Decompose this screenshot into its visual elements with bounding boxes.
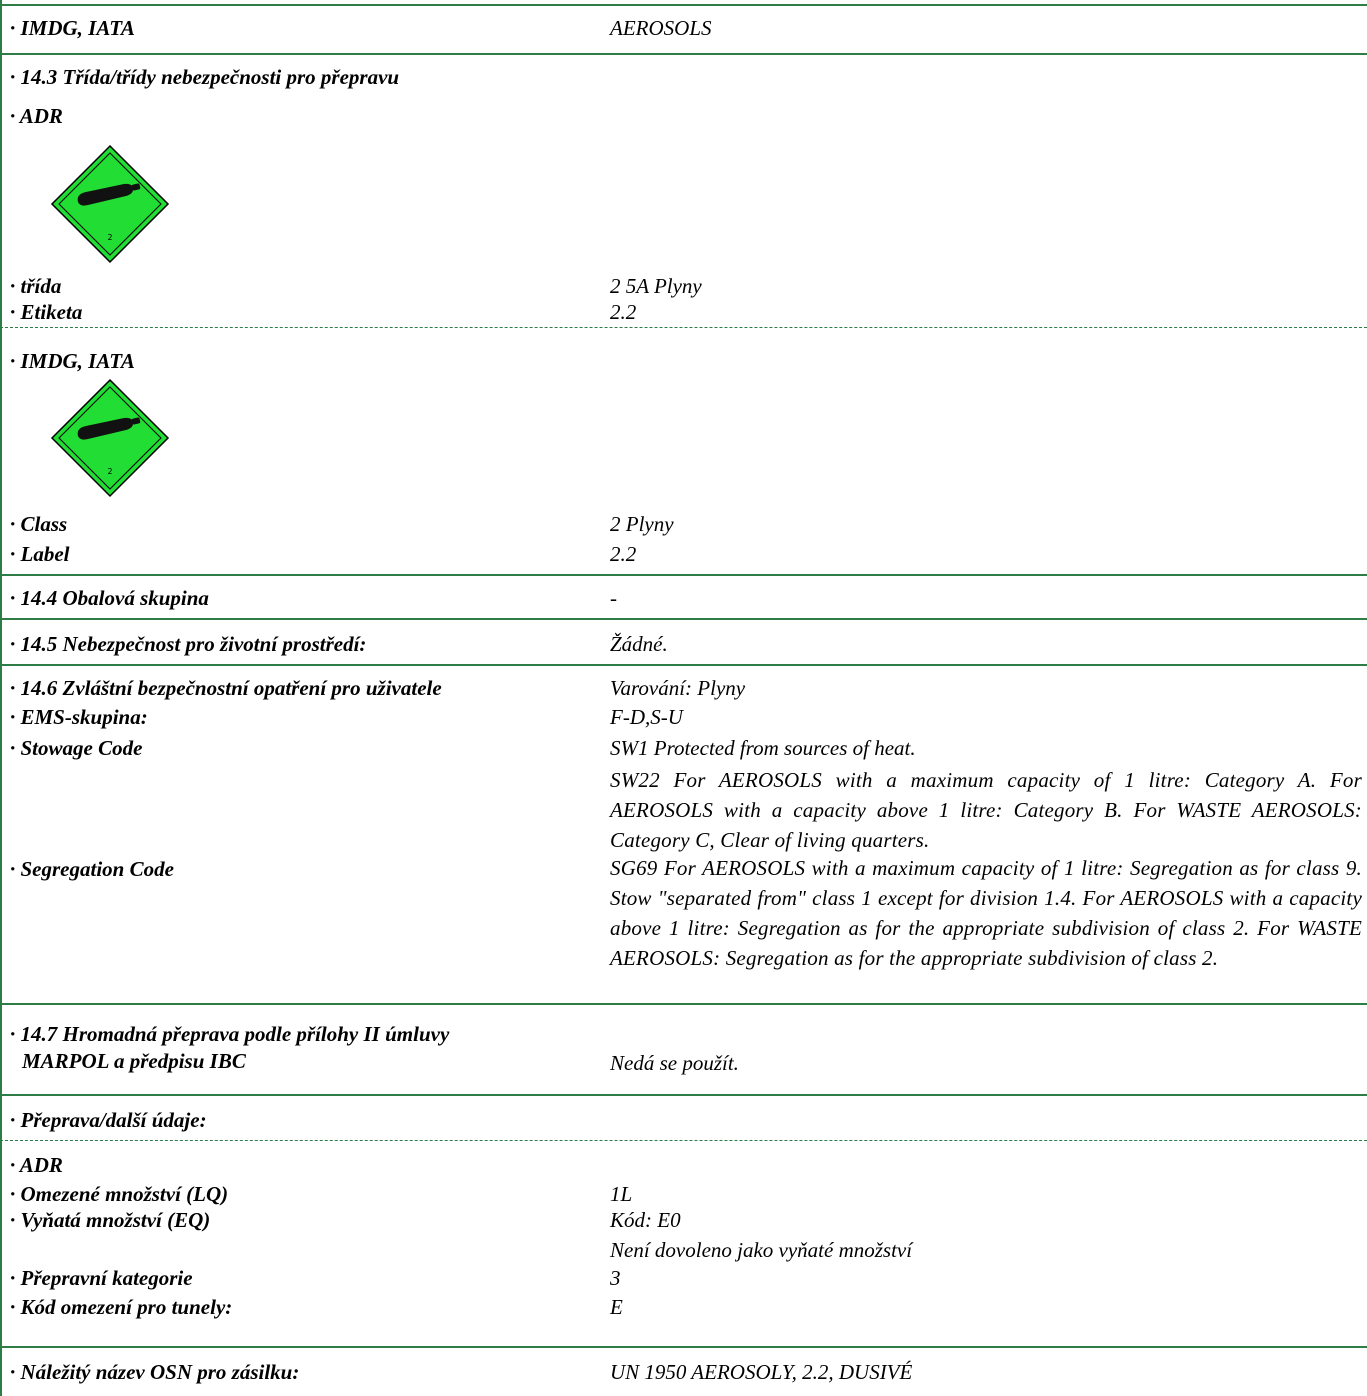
placard-number: 2	[107, 467, 113, 476]
section-14-6-label: · 14.6 Zvláštní bezpečnostní opatření pro uživatele	[10, 676, 442, 700]
lq-label: · Omezené množství (LQ)	[10, 1182, 229, 1206]
section-14-7-value: Nedá se použít.	[610, 1051, 739, 1075]
un-name-label: · Náležitý název OSN pro zásilku:	[10, 1360, 300, 1384]
ems-value: F-D,S-U	[610, 705, 683, 729]
section-14-7-label-2: MARPOL a předpisu IBC	[22, 1049, 246, 1073]
rule	[0, 1003, 1367, 1005]
category-label: · Přepravní kategorie	[10, 1266, 193, 1290]
eq-value-2: Není dovoleno jako vyňaté množství	[610, 1238, 913, 1262]
stowage-label: · Stowage Code	[10, 736, 143, 760]
rule	[0, 1346, 1367, 1348]
un-name-value: UN 1950 AEROSOLY, 2.2, DUSIVÉ	[610, 1360, 913, 1384]
category-value: 3	[610, 1266, 621, 1290]
section-14-5-value: Žádné.	[610, 632, 668, 656]
section-14-5-label: · 14.5 Nebezpečnost pro životní prostředí:	[10, 632, 367, 656]
tunnel-value: E	[610, 1295, 623, 1319]
imdg-label-value: 2.2	[610, 542, 637, 566]
imdg-label-label: · Label	[10, 542, 70, 566]
rule	[0, 1094, 1367, 1096]
adr-class-label: · třída	[10, 274, 62, 298]
section-14-4-label: · 14.4 Obalová skupina	[10, 586, 209, 610]
eq-label: · Vyňatá množství (EQ)	[10, 1208, 211, 1232]
ems-label: · EMS-skupina:	[10, 705, 148, 729]
section-14-6-value: Varování: Plyny	[610, 676, 746, 700]
adr-heading: · ADR	[10, 104, 63, 128]
segregation-label: · Segregation Code	[10, 857, 174, 881]
segregation-value: SG69 For AEROSOLS with a maximum capacity of 1 litre: Segregation as for class 9. Stow "separated from" class 1 except for division 1.4. For AEROSOLS with a capacity above 1 litre: Segregation as for the appropriate subdivision of class 2. For WASTE AEROSOLS: Segregation as for the appropriate subdivision of class 2.	[610, 856, 1362, 970]
rule	[0, 574, 1367, 576]
rule-dashed	[0, 1140, 1367, 1141]
stowage-value-2: SW22 For AEROSOLS with a maximum capacity of 1 litre: Category A. For AEROSOLS with a capacity above 1 litre: Category B. For WASTE AEROSOLS: Category C, Clear of living quarters.	[610, 768, 1362, 852]
imdg-heading: · IMDG, IATA	[10, 349, 135, 373]
rule	[0, 53, 1367, 55]
imdg-class-value: 2 Plyny	[610, 512, 674, 536]
rule	[0, 4, 1367, 6]
gas-cylinder-placard-imdg	[50, 378, 170, 498]
tunnel-label: · Kód omezení pro tunely:	[10, 1295, 233, 1319]
adr-class-value: 2 5A Plyny	[610, 274, 702, 298]
rule	[0, 618, 1367, 620]
imdg-iata-label: · IMDG, IATA	[10, 16, 135, 40]
adr-label-label: · Etiketa	[10, 300, 83, 324]
rule	[0, 664, 1367, 666]
section-14-3-heading: · 14.3 Třída/třídy nebezpečnosti pro přepravu	[10, 65, 400, 89]
stowage-value-1: SW1 Protected from sources of heat.	[610, 736, 916, 760]
lq-value: 1L	[610, 1182, 633, 1206]
adr-label-value: 2.2	[610, 300, 637, 324]
placard-number: 2	[107, 233, 113, 242]
section-14-7-label-1: · 14.7 Hromadná přeprava podle přílohy II úmluvy	[10, 1022, 450, 1046]
section-14-4-value: -	[610, 586, 617, 610]
gas-cylinder-placard-adr	[50, 144, 170, 264]
imdg-iata-value: AEROSOLS	[610, 16, 712, 40]
eq-value: Kód: E0	[610, 1208, 681, 1232]
rule-dashed	[0, 327, 1367, 328]
transport-heading: · Přeprava/další údaje:	[10, 1108, 207, 1132]
imdg-class-label: · Class	[10, 512, 68, 536]
adr2-heading: · ADR	[10, 1153, 63, 1177]
